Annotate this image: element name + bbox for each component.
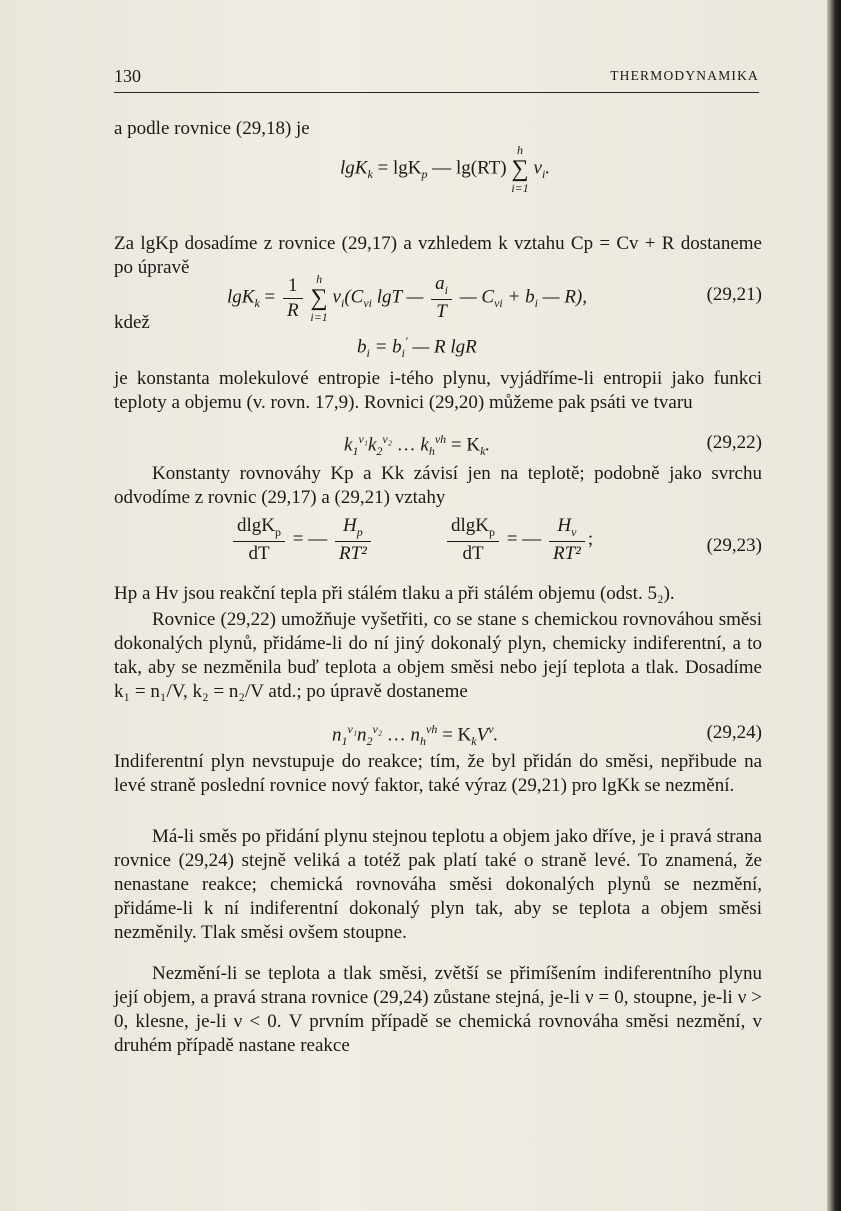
- paragraph-6: Indiferentní plyn nevstupuje do reakce; tím, že byl přidán do směsi, nepřibude na levé straně poslední rovnice nový faktor, také výraz (29,21) pro lgKk se nezmění.: [114, 751, 762, 796]
- paragraph-2: je konstanta molekulové entropie i-tého plynu, vyjádříme-li entropii jako funkci teploty a objemu (v. rovn. 17,9). Rovnici (29,20) můžeme pak psáti ve tvaru: [114, 368, 762, 413]
- page-number: 130: [114, 66, 141, 86]
- equation-number-29-22: (29,22): [706, 432, 762, 453]
- paragraph-1: Za lgKp dosadíme z rovnice (29,17) a vzhledem k vztahu Cp = Cv + R dostaneme po úpravě: [114, 233, 762, 278]
- equation-number-29-24: (29,24): [706, 722, 762, 743]
- kdez-label: kdež: [114, 312, 150, 333]
- intro-line: a podle rovnice (29,18) je: [114, 118, 310, 139]
- paragraph-8: Nezmění-li se teplota a tlak směsi, zvětší se přimíšením indiferentního plynu její objem, a pravá strana rovnice (29,24) zůstane stejná, je-li ν = 0, stoupne, je-li ν > 0, klesne, je-li ν < 0. V prvním případě se chemická rovnováha směsi nezmění, v druhém případě nastane reakce: [114, 963, 762, 1056]
- equation-number-29-21: (29,21): [706, 284, 762, 305]
- section-title: THERMODYNAMIKA: [610, 68, 759, 83]
- equation-1: lgK$_k$ = lgK$_p$ — lg(RT) h ∑ i=1 $\nu_i$.: [340, 143, 551, 195]
- paragraph-7: Má-li směs po přidání plynu stejnou teplotu a objem jako dříve, je i pravá strana rovnice (29,24) stejně veliká a totéž pak platí také o straně levé. To znamená, že nenastane reakce; chemická rovnováha směsi dokonalých plynů se nezmění, přidáme-li k ní indiferentní dokonalý plyn tak, aby se teplota a objem směsi nezměnily. Tlak směsi ovšem stoupne.: [114, 826, 762, 943]
- paragraph-3: Konstanty rovnováhy Kp a Kk závisí jen na teplotě; podobně jako svrchu odvodíme z rovnic (29,17) a (29,21) vztahy: [114, 463, 762, 508]
- equation-3: $b_i = b_i'$ — R lgR: [357, 334, 477, 361]
- book-spine-shadow: [827, 0, 841, 1211]
- paragraph-5: Rovnice (29,22) umožňuje vyšetřiti, co se stane s chemickou rovnováhou směsi dokonalých plynů, přidáme-li do ní jiný dokonalý plyn, chemicky indiferentní, a to tak, aby se nezměnila buď teplota a objem směsi nebo její teplota a tlak. Dosadíme k₁ = n₁/V, k₂ = n₂/V atd.; po úpravě dostaneme: [114, 609, 762, 702]
- running-head: [114, 66, 759, 93]
- equation-number-29-23: (29,23): [706, 535, 762, 556]
- paragraph-4: Hp a Hv jsou reakční tepla při stálém tlaku a při stálém objemu (odst. 5₂).: [114, 583, 675, 604]
- book-page: 130 THERMODYNAMIKA a podle rovnice (29,18) je lgK$_k$ = lgK$_p$ — lg(RT) h ∑ i=1 $\nu_i$. Za lgKp dosadíme z rovnice (29,17) a vzhledem k vztahu Cp = Cv + R dostaneme po úpravě lgK$_k$ = $\frac{1}{R}$ h ∑ i=1 $\nu_i(C_{\nu i}$ lgT — $\frac{a_i}{T}$ — $C_{\nu i} + b_i$ — R), (29,21) kdež $b_i = b_i'$ — R lgR je konstanta molekulové entropie i-tého plynu, vyjádříme-li entropii jako funkci teploty a objemu (v. rovn. 17,9). Rovnici (29,20) můžeme pak psáti ve tvaru $k_1^{\nu_1}k_2^{\nu_2}$ … $k_h^{\nu h} = K_k$. (29,22) Konstanty rovnováhy Kp a Kk závisí jen na teplotě; podobně jako svrchu odvodíme z rovnic (29,17) a (29,21) vztahy $\frac{dlgK_p}{dT}$ = — $\frac{H_p}{\text{RT²}}$ $\frac{dlgK_p}{dT}$ = — $\frac{H_v}{\text{RT²}}$ ; (29,23) Hp a Hv jsou reakční tepla při stálém tlaku a při stálém objemu (odst. 5₂). Rovnice (29,22) umožňuje vyšetřiti, co se stane s chemickou rovnováhou směsi dokonalých plynů, přidáme-li do ní jiný dokonalý plyn, chemicky indiferentní, a to tak, aby se nezměnila buď teplota a objem směsi nebo její teplota a tlak. Dosadíme k₁ = n₁/V, k₂ = n₂/V atd.; po úpravě dostaneme $n_1^{\nu_1}n_2^{\nu_2}$ … $n_h^{\nu h} = K_kV^\nu$. (29,24) Indiferentní plyn nevstupuje do reakce; tím, že byl přidán do směsi, nepřibude na levé straně poslední rovnice nový faktor, také výraz (29,21) pro lgKk se nezmění. Má-li směs po přidání plynu stejnou teplotu a objem jako dříve, je i pravá strana rovnice (29,24) stejně veliká a totéž pak platí také o straně levé. To znamená, že nenastane reakce; chemická rovnováha směsi dokonalých plynů se nezmění, přidáme-li k ní indiferentní dokonalý plyn tak, aby se teplota a objem směsi nezměnily. Tlak směsi ovšem stoupne. Nezmění-li se teplota a tlak směsi, zvětší se přimíšením indiferentního plynu její objem, a pravá strana rovnice (29,24) zůstane stejná, je-li ν = 0, stoupne, je-li ν > 0, klesne, je-li ν < 0. V prvním případě se chemická rovnováha směsi nezmění, v druhém případě nastane reakce: [0, 0, 841, 1211]
